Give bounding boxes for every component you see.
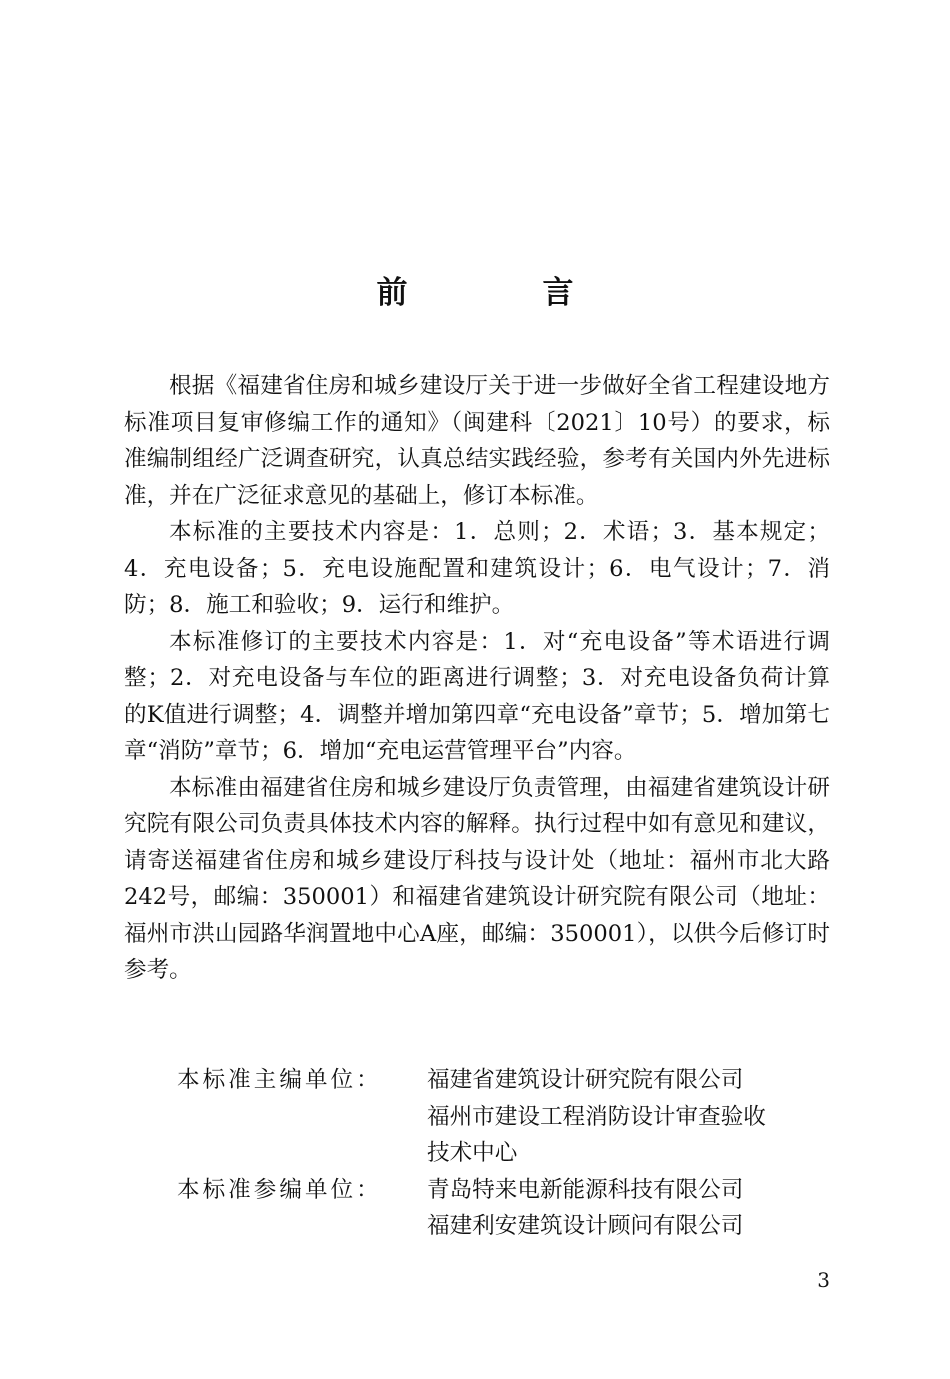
page-number: 3 (817, 1268, 830, 1292)
chief-unit-item: 福州市建设工程消防设计审查验收 (427, 1103, 766, 1130)
paragraph-management: 本标准由福建省住房和城乡建设厅负责管理，由福建省建筑设计研究院有限公司负责具体技术内容的解释。执行过程中如有意见和建议，请寄送福建省住房和城乡建设厅科技与设计处（地址：福州市北大路242号，邮编：350001）和福建省建筑设计研究院有限公司（地址：福州市洪山园路华润置地中心A座，邮编：350001），以供今后修订时参考。 (124, 774, 830, 983)
chief-unit-item: 福建省建筑设计研究院有限公司 (427, 1067, 744, 1093)
chief-editing-unit-label: 本标准主编单位： (177, 1067, 382, 1093)
paragraph-revision-content: 本标准修订的主要技术内容是：1．对“充电设备”等术语进行调整；2．对充电设备与车位的距离进行调整；3．对充电设备负荷计算的K值进行调整；4．调整并增加第四章“充电设备”章节；5．增加第七章“消防”章节；6．增加“充电运营管理平台”内容。 (124, 628, 830, 764)
participating-unit-list (427, 1172, 847, 1245)
participating-unit-item: 青岛特来电新能源科技有限公司 (427, 1176, 744, 1203)
editing-units (0, 1062, 950, 1245)
preface-body (124, 368, 830, 989)
participating-unit-label: 本标准参编单位： (177, 1176, 382, 1203)
chief-unit-item: 技术中心 (427, 1140, 518, 1166)
chief-editing-unit-row (0, 1062, 950, 1172)
page-title: 前 言 (376, 275, 626, 311)
participating-unit-row (0, 1172, 950, 1245)
participating-unit-item: 福建利安建筑设计顾问有限公司 (427, 1213, 744, 1239)
chief-editing-unit-list (427, 1062, 847, 1172)
paragraph-basis: 根据《福建省住房和城乡建设厅关于进一步做好全省工程建设地方标准项目复审修编工作的通知》（闽建科〔2021〕10号）的要求，标准编制组经广泛调查研究，认真总结实践经验，参考有关国内外先进标准，并在广泛征求意见的基础上，修订本标准。 (124, 373, 830, 509)
paragraph-main-content: 本标准的主要技术内容是：1．总则；2．术语；3．基本规定；4．充电设备；5．充电设施配置和建筑设计；6．电气设计；7．消防；8．施工和验收；9．运行和维护。 (124, 519, 830, 618)
